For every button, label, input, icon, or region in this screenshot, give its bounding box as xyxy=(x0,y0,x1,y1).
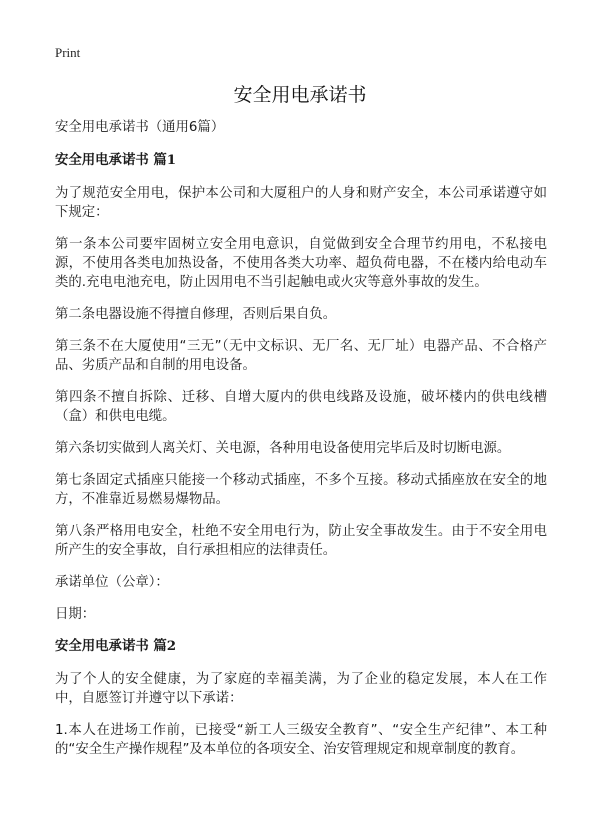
paragraph: 为了个人的安全健康，为了家庭的幸福美满，为了企业的稳定发展，本人在工作中，自愿签订并遵守以下承诺： xyxy=(55,672,547,706)
section-heading: 安全用电承诺书 篇2 xyxy=(55,638,177,654)
paragraph: 为了规范安全用电，保护本公司和大厦租户的人身和财产安全，本公司承诺遵守如下规定： xyxy=(55,186,547,220)
document-subtitle: 安全用电承诺书（通用6篇） xyxy=(55,120,225,135)
print-link[interactable]: Print xyxy=(55,45,81,60)
paragraph: 第六条切实做到人离关灯、关电源，各种用电设备使用完毕后及时切断电源。 xyxy=(55,441,511,456)
signature-unit-label: 承诺单位（公章）： xyxy=(55,575,169,590)
section-2 xyxy=(55,637,547,759)
paragraph: 1.本人在进场工作前，已接受“新工人三级安全教育”、“安全生产纪律”、本工种的“安全生产操作规程”及本单位的各项安全、治安管理规定和规章制度的教育。 xyxy=(55,723,547,757)
section-1 xyxy=(55,151,547,624)
paragraph: 第二条电器设施不得擅自修理，否则后果自负。 xyxy=(55,307,337,322)
document-body xyxy=(55,118,547,772)
paragraph: 第四条不擅自拆除、迁移、自增大厦内的供电线路及设施，破坏楼内的供电线槽（盒）和供电电缆。 xyxy=(55,390,547,424)
page-title: 安全用电承诺书 xyxy=(233,84,367,106)
paragraph: 第八条严格用电安全，杜绝不安全用电行为，防止安全事故发生。由于不安全用电所产生的安全事故，自行承担相应的法律责任。 xyxy=(55,524,547,558)
section-heading: 安全用电承诺书 篇1 xyxy=(55,152,177,168)
paragraph: 第三条不在大厦使用“三无”（无中文标识、无厂名、无厂址）电器产品、不合格产品、劣质产品和自制的用电设备。 xyxy=(55,339,547,373)
date-label: 日期： xyxy=(55,607,96,622)
paragraph: 第一条本公司要牢固树立安全用电意识，自觉做到安全合理节约用电，不私接电源，不使用各类电加热设备，不使用各类大功率、超负荷电器，不在楼内给电动车类的.充电电池充电，防止因用电不当引起触电或火灾等意外事故的发生。 xyxy=(55,237,547,290)
paragraph: 第七条固定式插座只能接一个移动式插座，不多个互接。移动式插座放在安全的地方，不准靠近易燃易爆物品。 xyxy=(55,473,547,507)
